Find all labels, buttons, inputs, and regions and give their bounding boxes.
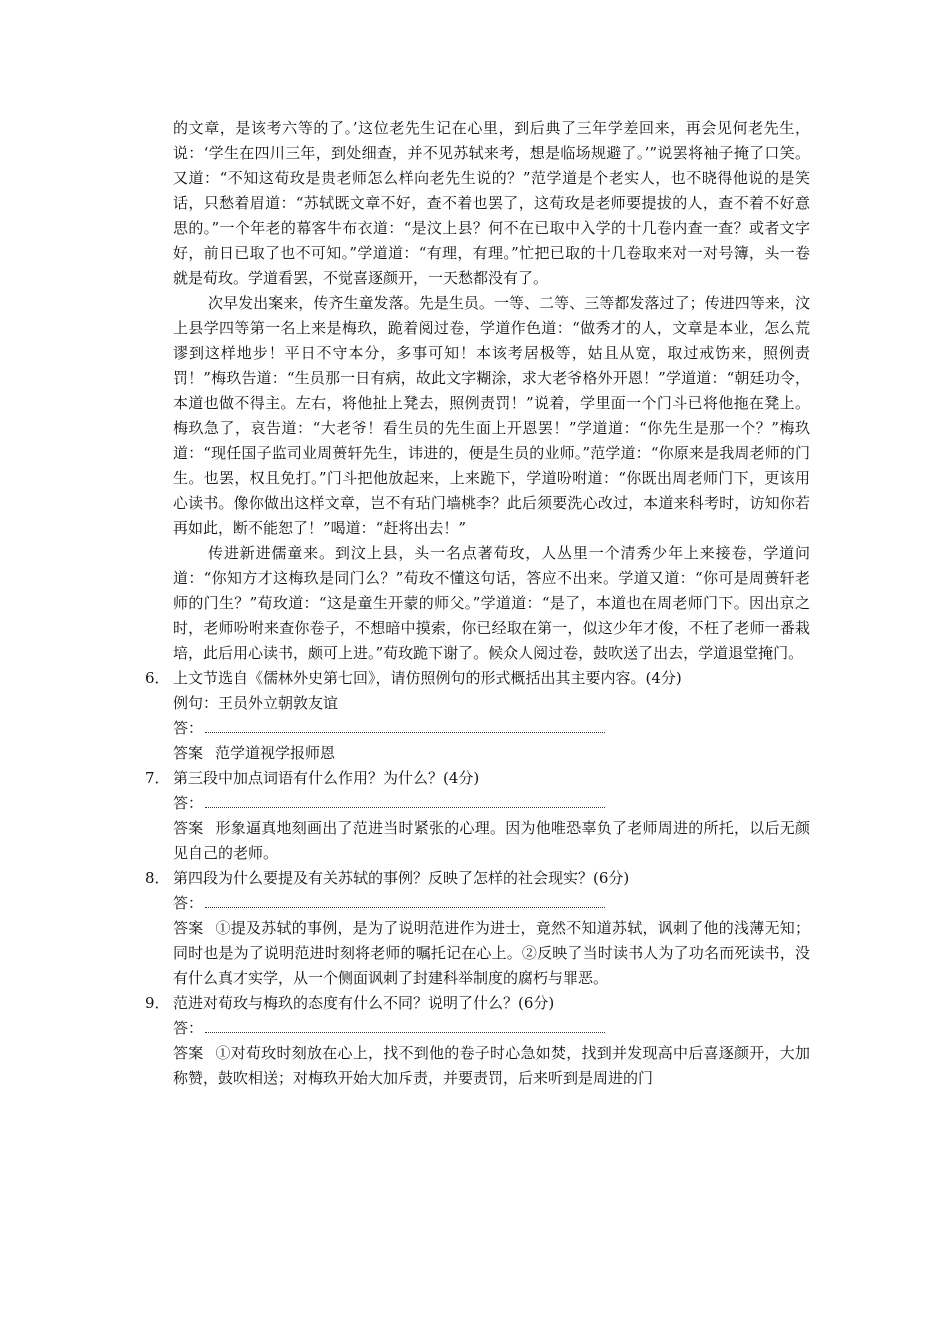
question-6-number: 6． (145, 669, 170, 687)
answer-line[interactable] (205, 718, 605, 733)
question-6-example: 例句：王员外立朝敦友谊 (173, 694, 339, 712)
answer-label: 答案 (173, 819, 204, 837)
answer-line[interactable] (205, 893, 605, 908)
passage-paragraph-1: 的文章，是该考六等的了。’这位老先生记在心里，到后典了三年学差回来，再会见何老先生，说：‘学生在四川三年，到处细查，并不见苏轼来考，想是临场规避了。’”说罢将袖子掩了口笑。又道：“不知这荀玫是贵老师怎么样向老先生说的？”范学道是个老实人，也不晓得他说的是笑话，只愁着眉道：“苏轼既文章不好，查不着也罢了，这荀玫是老师要提拔的人，查不着不好意思的。”一个年老的幕客牛布衣道：“是汶上县？何不在已取中入学的十几卷内查一查？或者文字好，前日已取了也不可知。”学道道：“有理，有理。”忙把已取的十几卷取来对一对号簿，头一卷就是荀玫。学道看罢，不觉喜逐颜开，一天愁都没有了。 (173, 119, 810, 287)
question-9-answer-blank[interactable] (0, 1016, 950, 1041)
answer-prefix: 答： (173, 894, 204, 912)
question-9-text: 范进对荀玫与梅玖的态度有什么不同？说明了什么？(6分) (173, 994, 555, 1012)
answer-prefix: 答： (173, 719, 204, 737)
answer-label: 答案 (173, 744, 204, 762)
question-8 (0, 866, 950, 891)
passage-paragraph-2: 次早发出案来，传齐生童发落。先是生员。一等、二等、三等都发落过了；传进四等来，汶上县学四等第一名上来是梅玖，跪着阅过卷，学道作色道：“做秀才的人，文章是本业，怎么荒谬到这样地步！平日不守本分，多事可知！本该考居极等，姑且从宽，取过戒饬来，照例责罚！”梅玖告道：“生员那一日有病，故此文字糊涂，求大老爷格外开恩！”学道道：“朝廷功令，本道也做不得主。左右，将他扯上凳去，照例责罚！”说着，学里面一个门斗已将他拖在凳上。梅玖急了，哀告道：“大老爷！看生员的先生面上开恩罢！”学道道：“你先生是那一个？”梅玖道：“现任国子监司业周蒉轩先生，讳进的，便是生员的业师。”范学道：“你原来是我周老师的门生。也罢，权且免打。”门斗把他放起来，上来跪下，学道吩咐道：“你既出周老师门下，更该用心读书。像你做出这样文章，岂不有玷门墙桃李？此后须要洗心改过，本道来科考时，访知你若再如此，断不能恕了！”喝道：“赶将出去！” (173, 294, 810, 537)
question-6-text: 上文节选自《儒林外史第七回》，请仿照例句的形式概括出其主要内容。(4分) (173, 669, 682, 687)
question-8-text: 第四段为什么要提及有关苏轼的事例？反映了怎样的社会现实？(6分) (173, 869, 630, 887)
answer-line[interactable] (205, 1018, 605, 1033)
answer-text: 形象逼真地刻画出了范进当时紧张的心理。因为他唯恐辜负了老师周进的所托，以后无颜见自己的老师。 (173, 819, 810, 862)
answer-text: ①对荀玫时刻放在心上，找不到他的卷子时心急如焚，找到并发现高中后喜逐颜开，大加称赞，鼓吹相送；对梅玖开始大加斥责，并要责罚，后来听到是周进的门 (173, 1044, 810, 1087)
answer-label: 答案 (173, 919, 204, 937)
question-7 (0, 766, 950, 791)
answer-prefix: 答： (173, 794, 204, 812)
answer-label: 答案 (173, 1044, 204, 1062)
question-6-answer-blank[interactable] (0, 716, 950, 741)
question-9-number: 9． (145, 994, 170, 1012)
question-6 (0, 666, 950, 691)
question-8-answer (0, 916, 950, 991)
question-8-answer-blank[interactable] (0, 891, 950, 916)
answer-text: 范学道视学报师恩 (215, 744, 336, 762)
question-8-number: 8． (145, 869, 170, 887)
question-7-text: 第三段中加点词语有什么作用？为什么？(4分) (173, 769, 480, 787)
question-7-answer-blank[interactable] (0, 791, 950, 816)
passage-paragraph-3: 传进新进儒童来。到汶上县，头一名点著荀玫，人丛里一个清秀少年上来接卷，学道问道：“你知方才这梅玖是同门么？”荀玫不懂这句话，答应不出来。学道又道：“你可是周蒉轩老师的门生？”荀玫道：“这是童生开蒙的师父。”学道道：“是了，本道也在周老师门下。因出京之时，老师吩咐来查你卷子，不想暗中摸索，你已经取在第一，似这少年才俊，不枉了老师一番栽培，此后用心读书，颇可上进。”荀玫跪下谢了。候众人阅过卷，鼓吹送了出去，学道退堂掩门。 (173, 544, 810, 662)
question-9-answer (0, 1041, 950, 1091)
question-7-number: 7． (145, 769, 170, 787)
answer-prefix: 答： (173, 1019, 204, 1037)
question-9 (0, 991, 950, 1016)
answer-text: ①提及苏轼的事例，是为了说明范进作为进士，竟然不知道苏轼，讽刺了他的浅薄无知；同时也是为了说明范进时刻将老师的嘱托记在心上。②反映了当时读书人为了功名而死读书，没有什么真才实学，从一个侧面讽刺了封建科举制度的腐朽与罪恶。 (173, 919, 810, 987)
answer-line[interactable] (205, 793, 605, 808)
question-6-answer (0, 741, 950, 766)
question-7-answer (0, 816, 950, 866)
